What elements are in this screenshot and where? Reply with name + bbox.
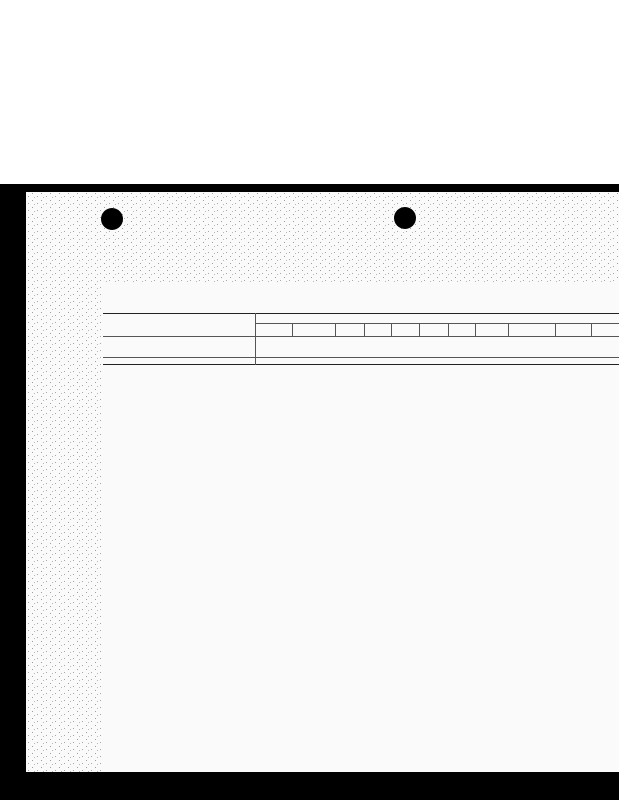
power-flume-summary-table bbox=[103, 313, 619, 365]
parameter-header bbox=[103, 324, 255, 337]
month-header bbox=[508, 324, 555, 337]
month-header-row bbox=[103, 324, 619, 337]
monthly-values-header bbox=[255, 314, 619, 324]
month-header bbox=[292, 324, 335, 337]
month-header bbox=[364, 324, 391, 337]
punch-hole bbox=[101, 208, 123, 230]
blank-top-margin bbox=[0, 0, 619, 184]
month-header bbox=[591, 324, 619, 337]
scan-left-edge bbox=[0, 184, 26, 800]
month-header bbox=[419, 324, 448, 337]
month-header bbox=[255, 324, 292, 337]
table-caption bbox=[104, 280, 140, 289]
group-header-row bbox=[103, 314, 619, 324]
month-header bbox=[391, 324, 419, 337]
scanned-page bbox=[22, 192, 619, 772]
month-header bbox=[335, 324, 364, 337]
punch-hole bbox=[394, 207, 416, 229]
scan-bottom-edge bbox=[0, 772, 619, 800]
month-header bbox=[448, 324, 475, 337]
month-header bbox=[555, 324, 591, 337]
month-header bbox=[475, 324, 508, 337]
